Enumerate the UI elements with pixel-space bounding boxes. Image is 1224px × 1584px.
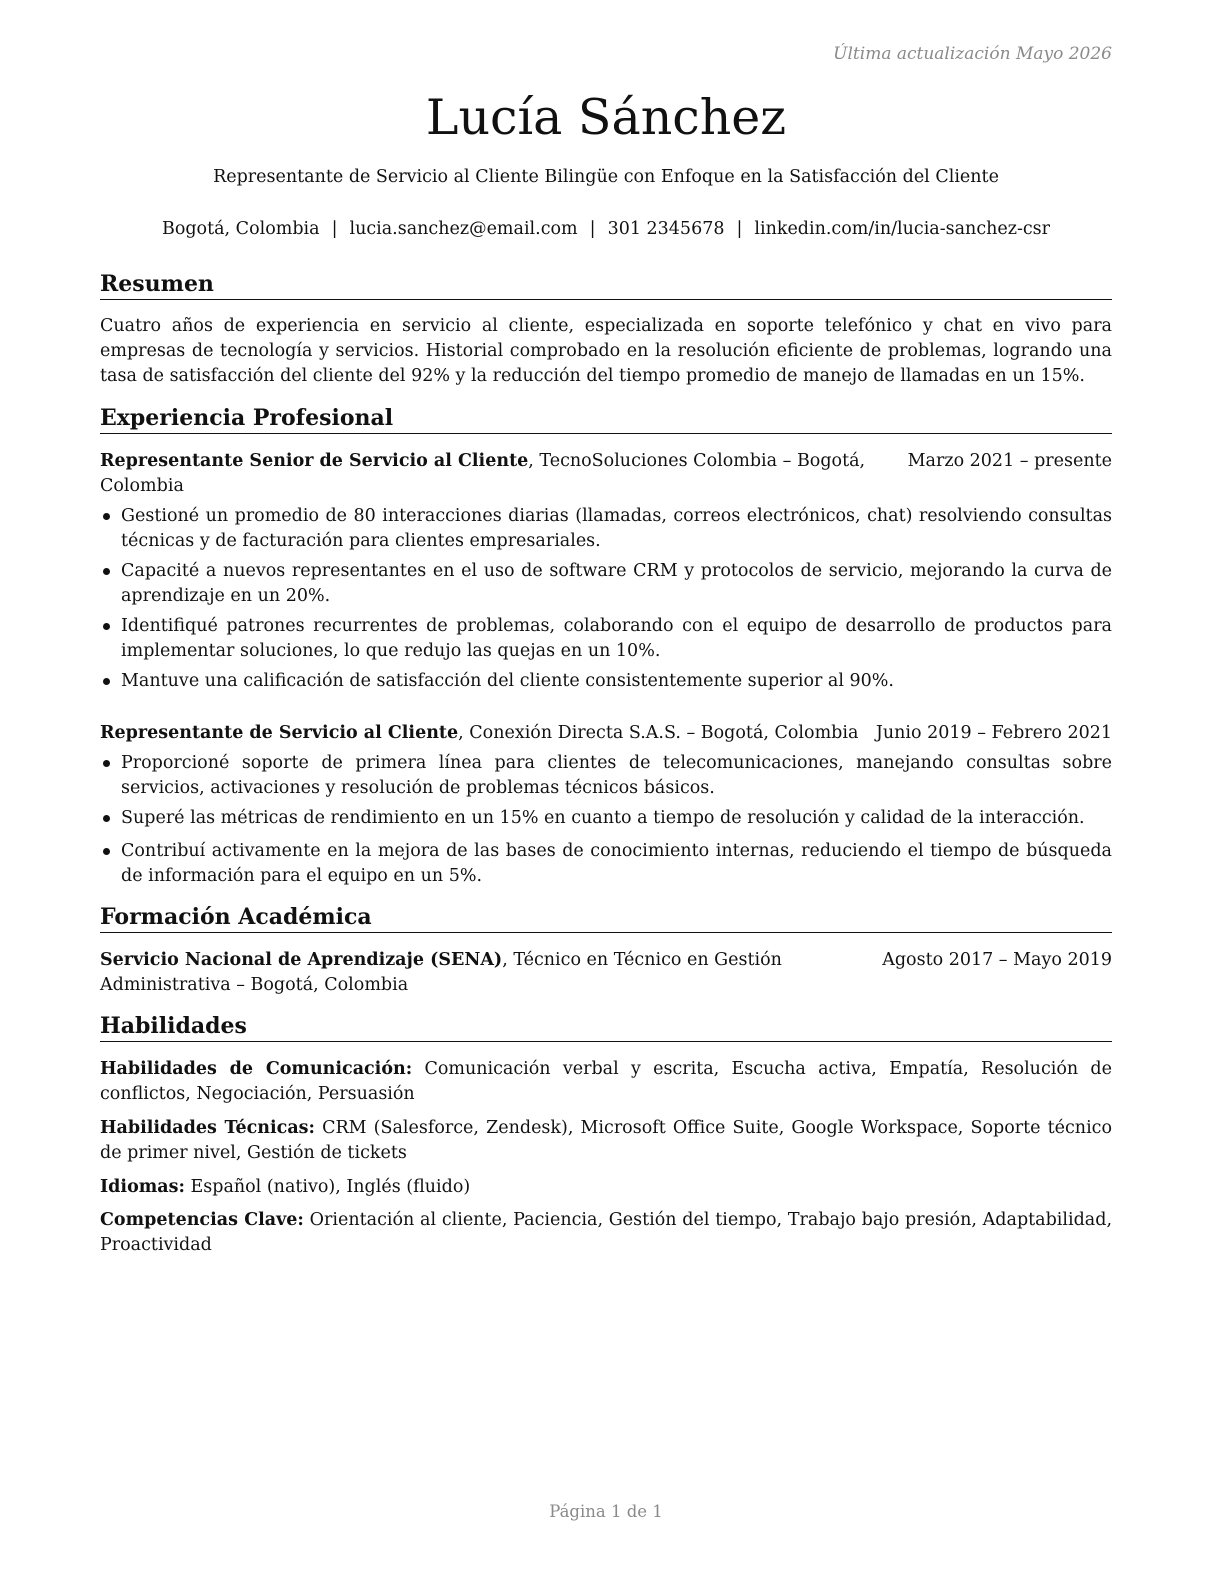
skill-row [100, 1208, 1112, 1258]
skill-label: Competencias Clave: [100, 1210, 304, 1230]
page-number: Página 1 de 1 [549, 1502, 663, 1521]
skill-value: Orientación al cliente, Paciencia, Gestión del tiempo, Trabajo bajo presión, Adaptabilidad, Proactividad [100, 1210, 1113, 1255]
skill-label: Habilidades de Comunicación: [100, 1059, 413, 1079]
job-dates: Junio 2019 – Febrero 2021 [875, 723, 1112, 743]
skill-label: Habilidades Técnicas: [100, 1118, 315, 1138]
education-line [100, 950, 782, 995]
job-dates: Marzo 2021 – presente [907, 451, 1112, 471]
contact-line [100, 219, 1112, 239]
section-title-skills: Habilidades [100, 1013, 1112, 1042]
contact-linkedin[interactable]: linkedin.com/in/lucia-sanchez-csr [754, 219, 1051, 239]
skill-value: CRM (Salesforce, Zendesk), Microsoft Office Suite, Google Workspace, Soporte técnico de primer nivel, Gestión de tickets [100, 1118, 1113, 1163]
education-institution: Servicio Nacional de Aprendizaje (SENA) [100, 950, 503, 970]
candidate-name: Lucía Sánchez [425, 89, 787, 146]
list-item: Mantuve una calificación de satisfacción del cliente consistentemente superior al 90%. [100, 669, 1112, 694]
resume-page [100, 0, 1112, 1584]
contact-email[interactable]: lucia.sanchez@email.com [349, 219, 578, 239]
job-company: , TecnoSoluciones Colombia – Bogotá, Colombia [100, 451, 866, 496]
contact-location: Bogotá, Colombia [161, 219, 320, 239]
skill-value: Español (nativo), Inglés (fluido) [184, 1177, 471, 1197]
section-title-summary: Resumen [100, 271, 1112, 300]
list-item: Contribuí activamente en la mejora de las bases de conocimiento internas, reduciendo el tiempo de búsqueda de información para el equipo en un 5%. [100, 839, 1112, 889]
job-company: , Conexión Directa S.A.S. – Bogotá, Colombia [458, 723, 859, 743]
job-title-line [100, 723, 858, 743]
job-role: Representante de Servicio al Cliente [100, 723, 459, 743]
list-item: Capacité a nuevos representantes en el uso de software CRM y protocolos de servicio, mejorando la curva de aprendizaje en un 20%. [100, 559, 1112, 609]
contact-phone: 301 2345678 [607, 219, 725, 239]
education-dates: Agosto 2017 – Mayo 2019 [882, 950, 1112, 970]
skill-row [100, 1057, 1112, 1107]
list-item: Gestioné un promedio de 80 interacciones diarias (llamadas, correos electrónicos, chat) resolviendo consultas técnicas y de facturación para clientes empresariales. [100, 504, 1112, 554]
job-header [100, 721, 1112, 746]
job-bullets [100, 504, 1112, 699]
list-item: Superé las métricas de rendimiento en un 15% en cuanto a tiempo de resolución y calidad de la interacción. [100, 806, 1112, 831]
job-title-line [100, 451, 865, 496]
skill-row [100, 1116, 1112, 1166]
contact-separator: | [736, 219, 743, 239]
education-entry [100, 948, 1112, 998]
skill-label: Idiomas: [100, 1177, 185, 1197]
last-updated: Última actualización Mayo 2026 [833, 44, 1112, 64]
list-item: Proporcioné soporte de primera línea para clientes de telecomunicaciones, manejando consultas sobre servicios, activaciones y resolución de problemas técnicos básicos. [100, 751, 1112, 801]
job-role: Representante Senior de Servicio al Cliente [100, 451, 529, 471]
skill-value: Comunicación verbal y escrita, Escucha activa, Empatía, Resolución de conflictos, Negociación, Persuasión [100, 1059, 1112, 1104]
job-bullets [100, 751, 1112, 894]
skill-row [100, 1175, 1112, 1200]
contact-separator: | [331, 219, 338, 239]
section-title-education: Formación Académica [100, 904, 1112, 933]
list-item: Identifiqué patrones recurrentes de problemas, colaborando con el equipo de desarrollo de productos para implementar soluciones, lo que redujo las quejas en un 10%. [100, 614, 1112, 664]
section-title-experience: Experiencia Profesional [100, 405, 1112, 434]
job-header [100, 449, 1112, 499]
headline: Representante de Servicio al Cliente Bilingüe con Enfoque en la Satisfacción del Cliente [213, 167, 999, 187]
summary-text: Cuatro años de experiencia en servicio al cliente, especializada en soporte telefónico y chat en vivo para empresas de tecnología y servicios. Historial comprobado en la resolución eficiente de problemas, logrando una tasa de satisfacción del cliente del 92% y la reducción del tiempo promedio de manejo de llamadas en un 15%. [100, 316, 1112, 386]
contact-separator: | [589, 219, 596, 239]
education-detail: , Técnico en Técnico en Gestión Administrativa – Bogotá, Colombia [100, 950, 782, 995]
